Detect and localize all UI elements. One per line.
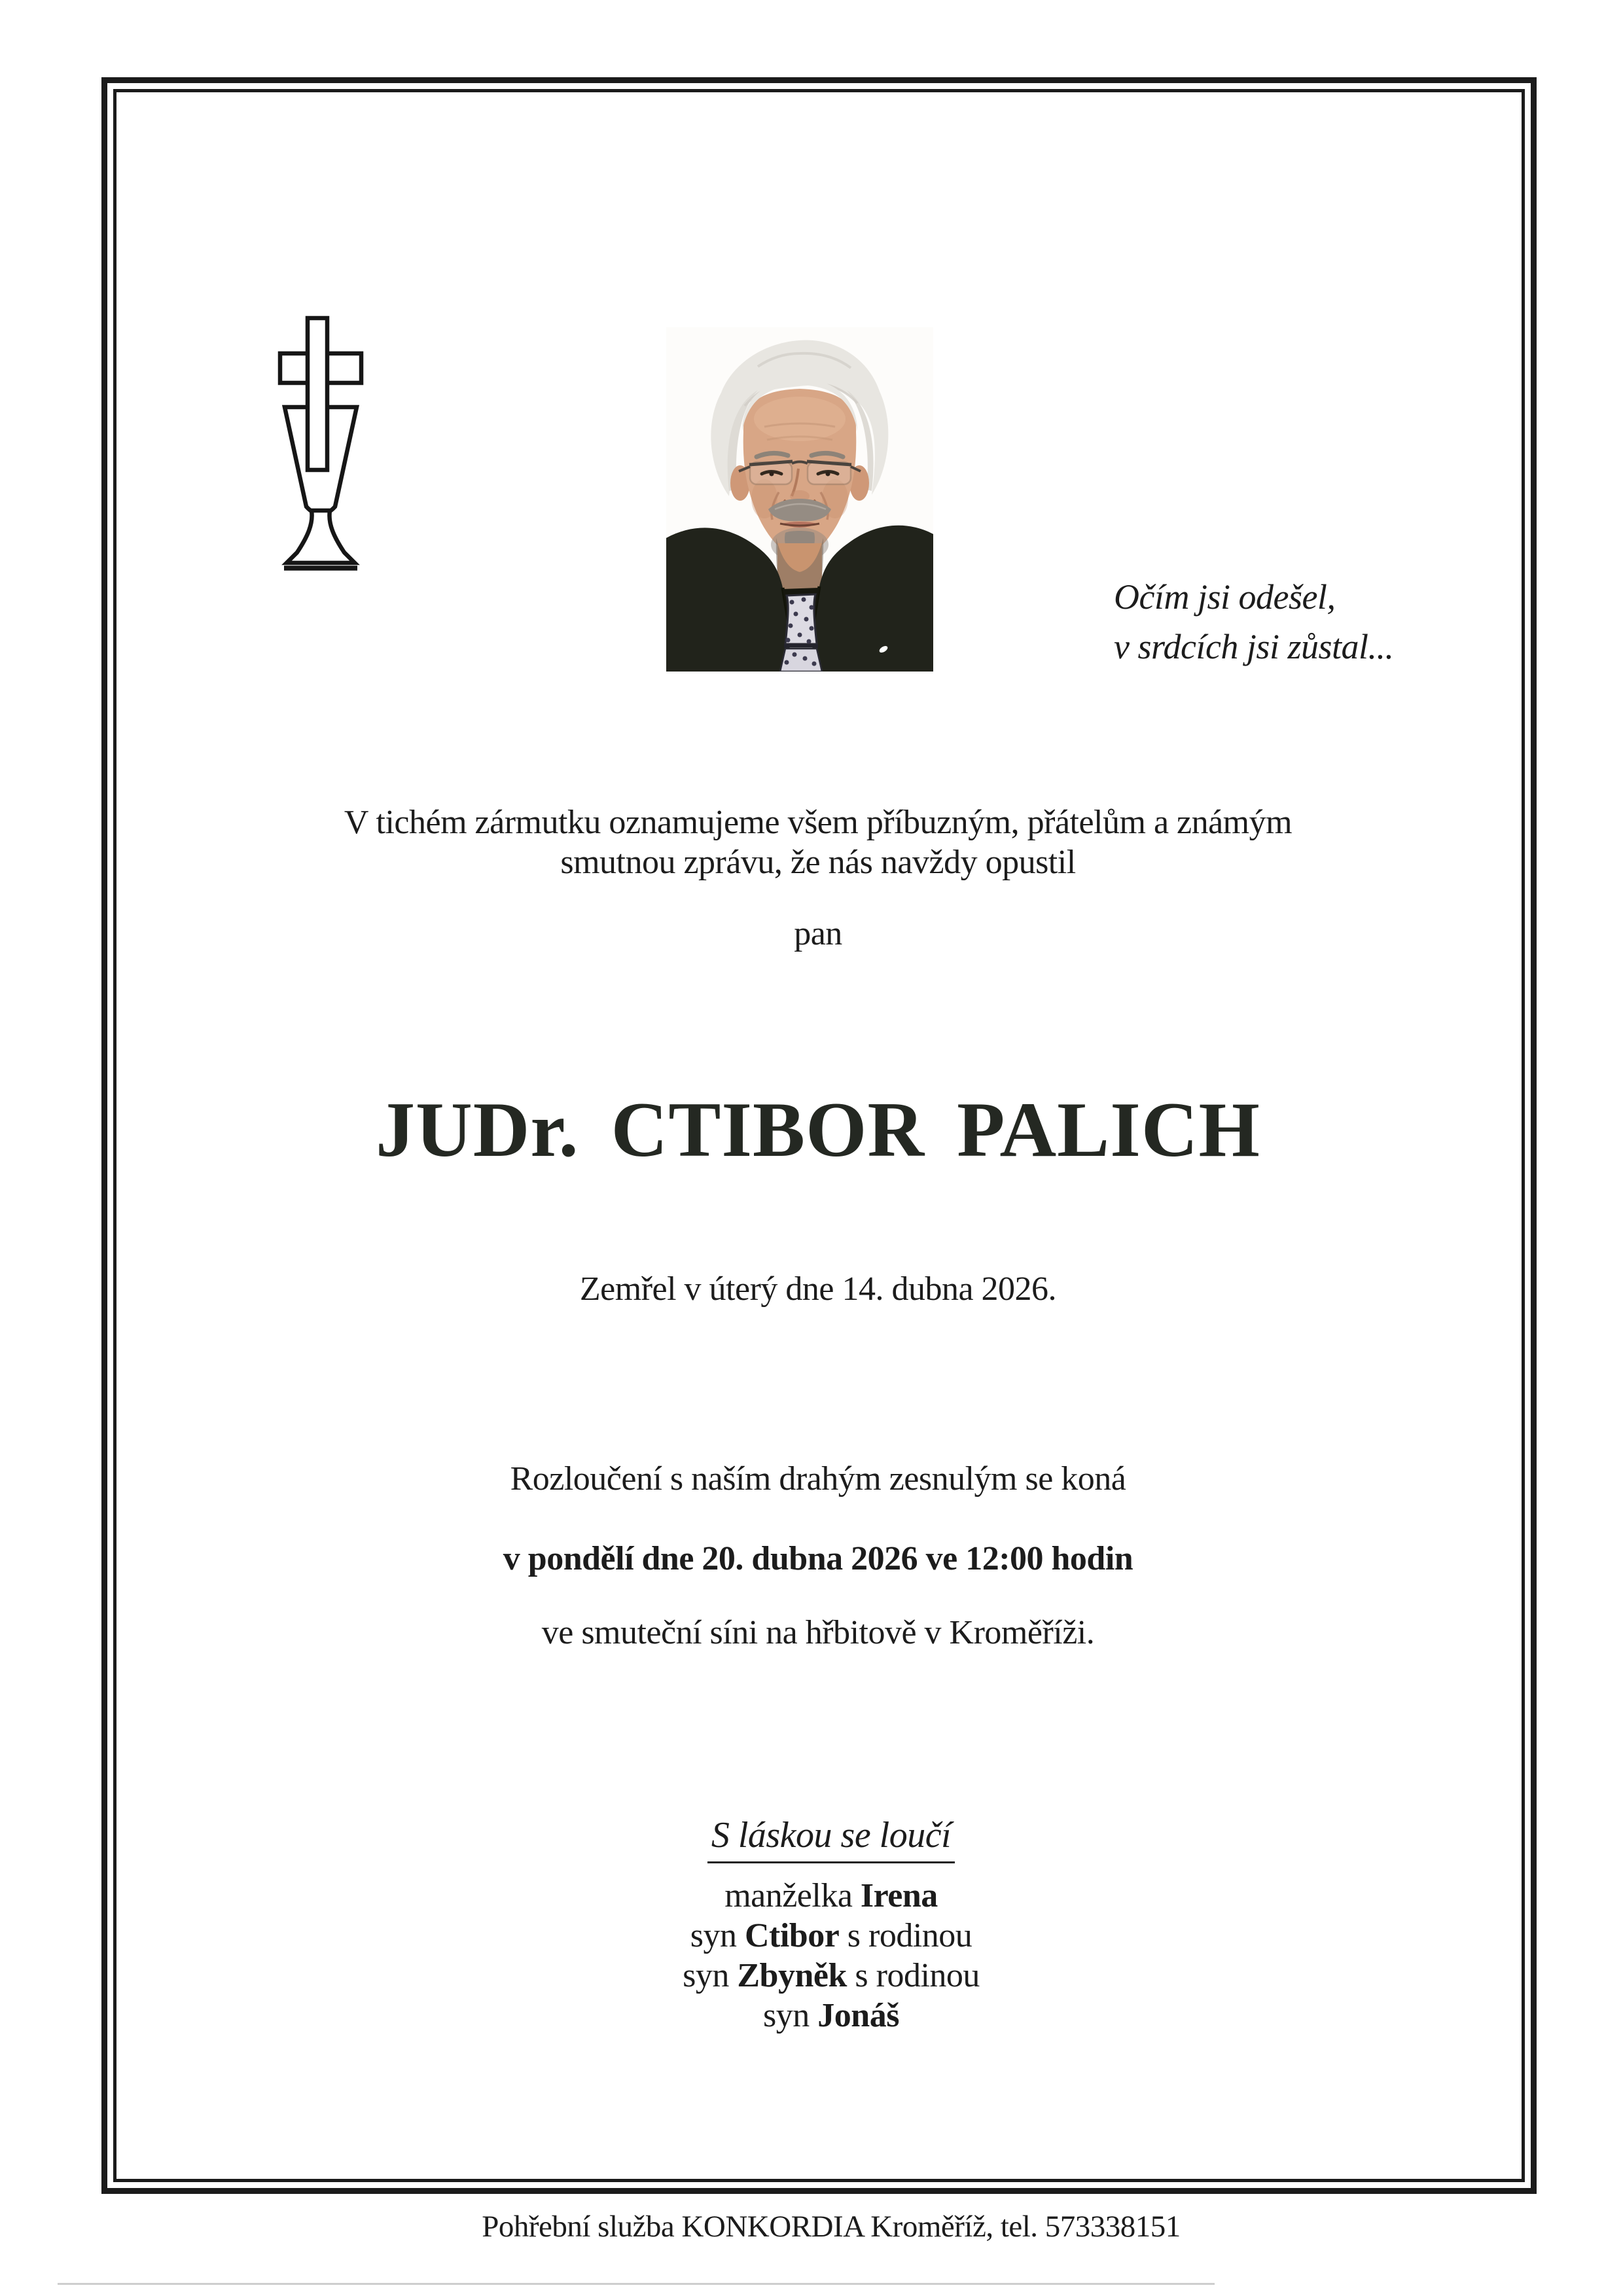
quote-line-2: v srdcích jsi zůstal...	[1114, 627, 1394, 666]
farewell-line-1: Rozloučení s naším drahým zesnulým se koná	[510, 1460, 1126, 1498]
death-date-line: Zemřel v úterý dne 14. dubna 2026.	[579, 1270, 1057, 1308]
mourner-name: Jonáš	[817, 1997, 899, 2034]
farewell-line-3: ve smuteční síni na hřbitově v Kroměříži.	[541, 1614, 1095, 1651]
mourner-name: Zbyněk	[737, 1957, 847, 1994]
farewell-line-2: v pondělí dne 20. dubna 2026 ve 12:00 hodin	[503, 1540, 1133, 1577]
announcement-line-1: V tichém zármutku oznamujeme všem příbuzným, přátelům a známým	[344, 804, 1293, 841]
mourner-row: syn Zbyněk s rodinou	[683, 1957, 980, 1994]
chalice-cross-icon	[277, 314, 364, 571]
quote-line-1: Očím jsi odešel,	[1114, 577, 1336, 617]
chalice-pedestal	[287, 511, 355, 563]
mourner-name: Ctibor	[744, 1917, 840, 1954]
mourner-row: syn Ctibor s rodinou	[690, 1917, 972, 1954]
announcement	[13, 802, 1623, 882]
mourner-row: syn Jonáš	[763, 1997, 899, 2034]
mourners-heading: S láskou se loučí	[39, 1814, 1623, 1863]
mourner-name: Irena	[860, 1877, 938, 1914]
deceased-name: JUDr. CTIBOR PALICH	[376, 1086, 1260, 1173]
announcement-line-2: smutnou zprávu, že nás navždy opustil	[560, 844, 1076, 881]
portrait-photo	[666, 327, 933, 672]
mourner-row: manželka Irena	[724, 1877, 938, 1914]
mourners-list	[39, 1876, 1623, 2036]
salutation: pan	[794, 915, 842, 952]
scan-artifact-line	[58, 2283, 1215, 2285]
funeral-service-footer: Pohřební služba KONKORDIA Kroměříž, tel. 573338151	[482, 2210, 1181, 2244]
memorial-quote	[1114, 572, 1394, 672]
cross-upright	[308, 318, 327, 470]
